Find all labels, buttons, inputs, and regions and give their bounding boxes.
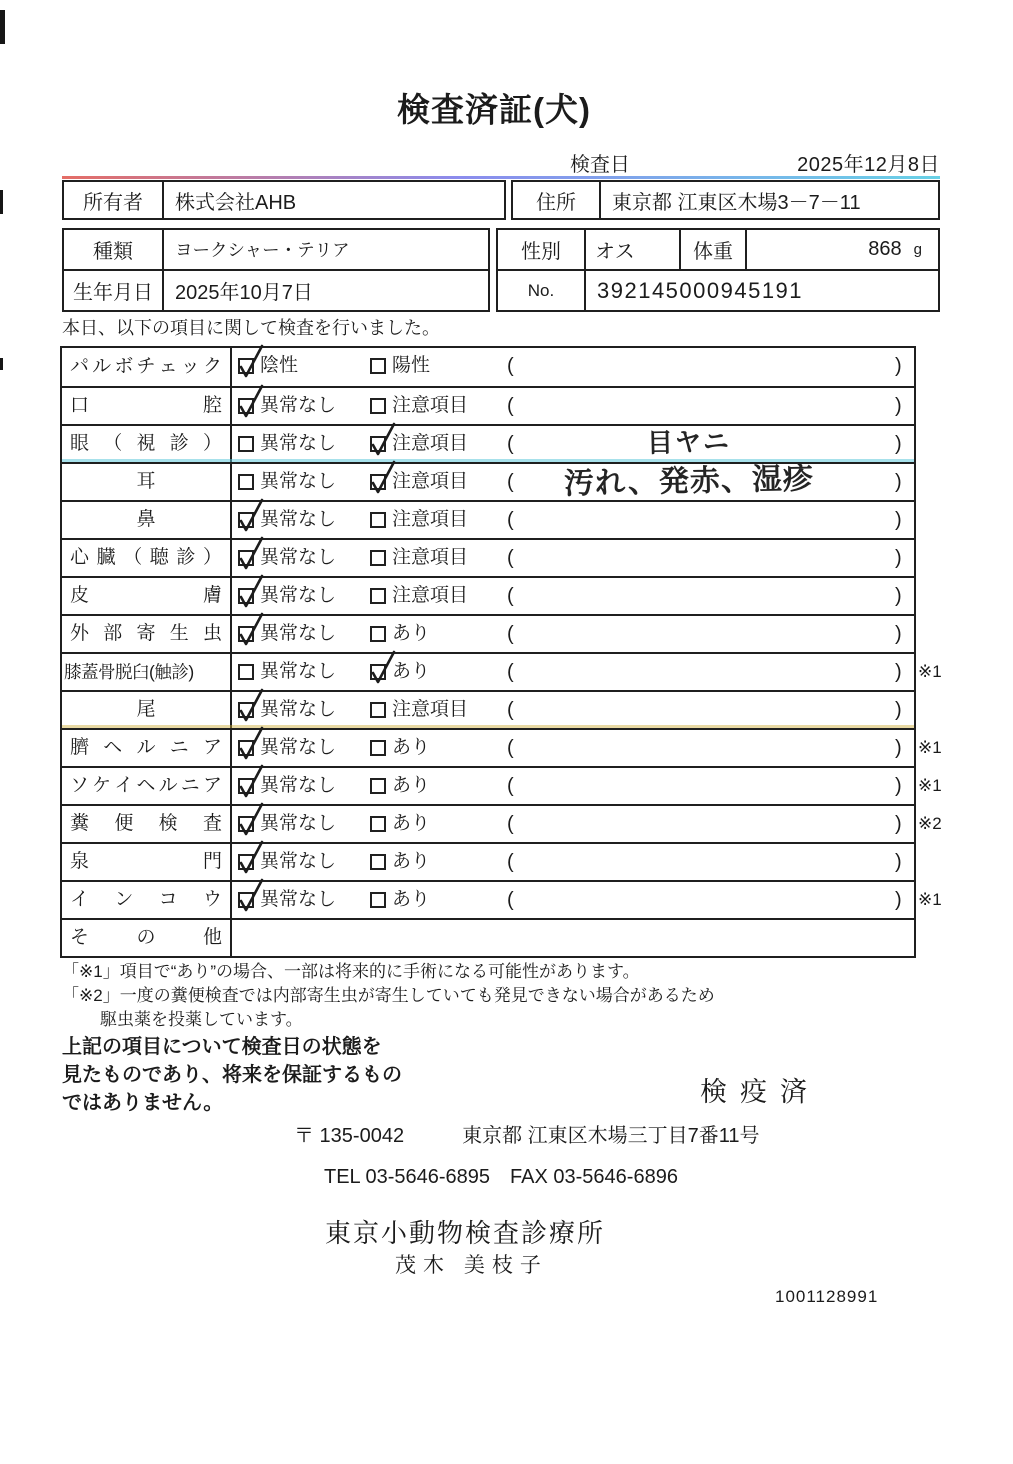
owner-address-box	[511, 180, 940, 220]
clinic-address-row	[294, 1119, 760, 1148]
paren-open: (	[507, 775, 514, 797]
row-label: 鼻	[62, 502, 232, 538]
paren-open: (	[507, 355, 514, 377]
checkbox-option-2	[370, 588, 386, 604]
inspection-row	[62, 728, 942, 766]
scan-artifact	[0, 190, 3, 214]
checkbox-option-1	[238, 436, 254, 452]
row-label: 口 腔	[62, 388, 232, 424]
checkbox-option-2	[370, 550, 386, 566]
option-2-label: あり	[392, 775, 431, 796]
clinic-phone-row	[324, 1166, 678, 1189]
paren-close: )	[895, 355, 902, 377]
checkbox-option-2	[370, 778, 386, 794]
weight-label: 体重	[681, 230, 747, 269]
scan-artifact	[0, 10, 5, 44]
address-value: 東京都 江東区木場3－7－11	[612, 191, 861, 214]
weight-value	[747, 230, 938, 269]
birthdate-value: 2025年10月7日	[175, 282, 313, 304]
inspection-row	[62, 424, 914, 462]
option-1-label: 異常なし	[260, 775, 337, 796]
checkbox-option-2	[370, 436, 386, 452]
checkbox-option-1	[238, 892, 254, 908]
inspection-row	[62, 804, 942, 842]
option-1-label: 異常なし	[260, 623, 337, 644]
footnote-1: 「※1」項目で“あり”の場合、一部は将来的に手術になる可能性があります。	[62, 962, 640, 981]
checkbox-option-1	[238, 588, 254, 604]
weight-number: 868	[868, 238, 902, 260]
checkbox-option-2	[370, 816, 386, 832]
row-label: 膝 蓋 骨 脱 臼 ( 触 診 )	[62, 654, 232, 690]
inspection-row	[62, 348, 914, 386]
paren-close: )	[895, 661, 902, 683]
option-1-label: 異常なし	[260, 471, 337, 492]
paren-open: (	[507, 889, 514, 911]
pet-left-box	[62, 228, 490, 312]
page-title: 検査済証(犬)	[397, 91, 591, 128]
paren-close: )	[895, 813, 902, 835]
clinic-postal-code: 〒 135-0042	[294, 1125, 405, 1147]
footnote-2: 「※2」一度の糞便検査では内部寄生虫が寄生していても発見できない場合があるため	[62, 986, 715, 1005]
checkbox-option-1	[238, 626, 254, 642]
inspection-row	[62, 842, 914, 880]
inspection-row	[62, 386, 914, 424]
birthdate-label: 生年月日	[64, 271, 164, 310]
ref-mark: ※1	[918, 738, 942, 757]
option-1-label: 陰性	[260, 355, 299, 376]
sex-value: オス	[586, 230, 681, 269]
scan-artifact	[0, 358, 3, 370]
handwritten-note: 汚れ、発赤、湿疹	[563, 462, 815, 501]
ref-mark: ※1	[918, 890, 942, 909]
option-1-label: 異常なし	[260, 433, 337, 454]
checkbox-option-2	[370, 626, 386, 642]
checkbox-option-2	[370, 740, 386, 756]
pet-right-box	[496, 228, 940, 312]
inspection-table	[60, 346, 942, 958]
paren-close: )	[895, 775, 902, 797]
checkbox-option-2	[370, 512, 386, 528]
option-1-label: 異常なし	[260, 851, 337, 872]
paren-open: (	[507, 851, 514, 873]
checkbox-option-2	[370, 358, 386, 374]
ref-mark: ※2	[918, 814, 942, 833]
option-1-label: 異常なし	[260, 585, 337, 606]
clinic-fax: FAX 03-5646-6896	[510, 1166, 678, 1188]
option-1-label: 異常なし	[260, 547, 337, 568]
inspection-row	[62, 614, 914, 652]
option-2-label: あり	[392, 889, 431, 910]
row-label: 泉 門	[62, 844, 232, 880]
exam-date-value: 2025年12月8日	[797, 154, 940, 176]
option-2-label: 注意項目	[392, 433, 469, 454]
option-2-label: あり	[392, 737, 431, 758]
option-1-label: 異常なし	[260, 699, 337, 720]
scan-color-fringe	[62, 176, 940, 179]
inspection-row	[62, 880, 942, 918]
handwritten-note: 目ヤニ	[646, 426, 732, 458]
checkbox-option-1	[238, 550, 254, 566]
paren-close: )	[895, 395, 902, 417]
paren-open: (	[507, 623, 514, 645]
ref-mark: ※1	[918, 662, 942, 681]
row-label: 臍 ヘ ル ニ ア	[62, 730, 232, 766]
checkbox-option-1	[238, 740, 254, 756]
document-serial-number: 1001128991	[775, 1287, 879, 1306]
option-2-label: 注意項目	[392, 395, 469, 416]
inspection-row	[62, 652, 942, 690]
paren-open: (	[507, 471, 514, 493]
inspection-row	[62, 462, 914, 500]
paren-open: (	[507, 737, 514, 759]
option-1-label: 異常なし	[260, 661, 337, 682]
option-2-label: あり	[392, 813, 431, 834]
option-1-label: 異常なし	[260, 813, 337, 834]
inspection-row	[62, 538, 914, 576]
certificate-no-label: No.	[498, 271, 586, 310]
disclaimer-line-1: 上記の項目について検査日の状態を	[62, 1036, 382, 1058]
paren-close: )	[895, 623, 902, 645]
paren-open: (	[507, 585, 514, 607]
paren-close: )	[895, 585, 902, 607]
option-2-label: あり	[392, 661, 431, 682]
quarantine-stamp: 検疫済	[700, 1077, 820, 1107]
row-label: 外 部 寄 生 虫	[62, 616, 232, 652]
veterinarian-name: 茂木 美枝子	[395, 1254, 548, 1277]
paren-open: (	[507, 813, 514, 835]
row-label: 皮 膚	[62, 578, 232, 614]
paren-open: (	[507, 509, 514, 531]
paren-open: (	[507, 699, 514, 721]
option-2-label: あり	[392, 623, 431, 644]
row-label: 眼 （ 視 診 ）	[62, 426, 232, 462]
checkbox-option-2	[370, 854, 386, 870]
paren-close: )	[895, 547, 902, 569]
checkbox-option-1	[238, 778, 254, 794]
checkbox-option-1	[238, 358, 254, 374]
option-2-label: 陽性	[392, 355, 431, 376]
option-2-label: 注意項目	[392, 585, 469, 606]
inspection-row	[62, 918, 914, 956]
certificate-no-value: 392145000945191	[597, 277, 804, 303]
row-label: ソ ケ イ ヘ ル ニ ア	[62, 768, 232, 804]
paren-open: (	[507, 661, 514, 683]
checkbox-option-1	[238, 702, 254, 718]
option-2-label: 注意項目	[392, 547, 469, 568]
option-2-label: あり	[392, 851, 431, 872]
breed-label: 種類	[64, 230, 164, 269]
option-2-label: 注意項目	[392, 699, 469, 720]
owner-value: 株式会社AHB	[175, 191, 297, 214]
paren-close: )	[895, 433, 902, 455]
clinic-name: 東京小動物検査診療所	[325, 1218, 606, 1248]
checkbox-option-2	[370, 474, 386, 490]
row-label: パ ル ボ チ ェ ッ ク	[62, 348, 232, 386]
intro-sentence: 本日、以下の項目に関して検査を行いました。	[62, 318, 440, 338]
paren-close: )	[895, 699, 902, 721]
exam-date-label: 検査日	[570, 154, 630, 176]
checkbox-option-1	[238, 664, 254, 680]
clinic-address: 東京都 江東区木場三丁目7番11号	[462, 1125, 760, 1147]
sex-label: 性別	[498, 230, 586, 269]
paren-close: )	[895, 509, 902, 531]
breed-value: ヨークシャー・テリア	[175, 240, 350, 260]
checkbox-option-2	[370, 702, 386, 718]
option-2-label: 注意項目	[392, 471, 469, 492]
checkbox-option-2	[370, 892, 386, 908]
row-label: 糞 便 検 査	[62, 806, 232, 842]
paren-open: (	[507, 433, 514, 455]
inspection-row	[62, 690, 914, 728]
option-1-label: 異常なし	[260, 889, 337, 910]
weight-unit: g	[913, 241, 922, 258]
inspection-row	[62, 766, 942, 804]
checkbox-option-1	[238, 398, 254, 414]
owner-label: 所有者	[64, 182, 164, 218]
option-1-label: 異常なし	[260, 395, 337, 416]
option-1-label: 異常なし	[260, 509, 337, 530]
checkbox-option-2	[370, 664, 386, 680]
paren-close: )	[895, 851, 902, 873]
option-1-label: 異常なし	[260, 737, 337, 758]
ref-mark: ※1	[918, 776, 942, 795]
address-label: 住所	[513, 182, 601, 218]
disclaimer-line-2: 見たものであり、将来を保証するもの	[62, 1064, 402, 1086]
checkbox-option-2	[370, 398, 386, 414]
paren-open: (	[507, 547, 514, 569]
row-label: そ の 他	[62, 920, 232, 956]
paren-open: (	[507, 395, 514, 417]
checkbox-option-1	[238, 512, 254, 528]
paren-close: )	[895, 889, 902, 911]
option-2-label: 注意項目	[392, 509, 469, 530]
inspection-row	[62, 576, 914, 614]
paren-close: )	[895, 471, 902, 493]
footnote-2-cont: 駆虫薬を投薬しています。	[100, 1010, 303, 1029]
row-label: 尾	[62, 692, 232, 728]
row-label: 耳	[62, 464, 232, 500]
disclaimer-line-3: ではありません。	[62, 1092, 224, 1114]
paren-close: )	[895, 737, 902, 759]
owner-box	[62, 180, 506, 220]
clinic-tel: TEL 03-5646-6895	[324, 1166, 491, 1188]
checkbox-option-1	[238, 474, 254, 490]
checkbox-option-1	[238, 816, 254, 832]
checkbox-option-1	[238, 854, 254, 870]
row-label: イ ン コ ウ	[62, 882, 232, 918]
row-label: 心 臓 （ 聴 診 ）	[62, 540, 232, 576]
inspection-row	[62, 500, 914, 538]
